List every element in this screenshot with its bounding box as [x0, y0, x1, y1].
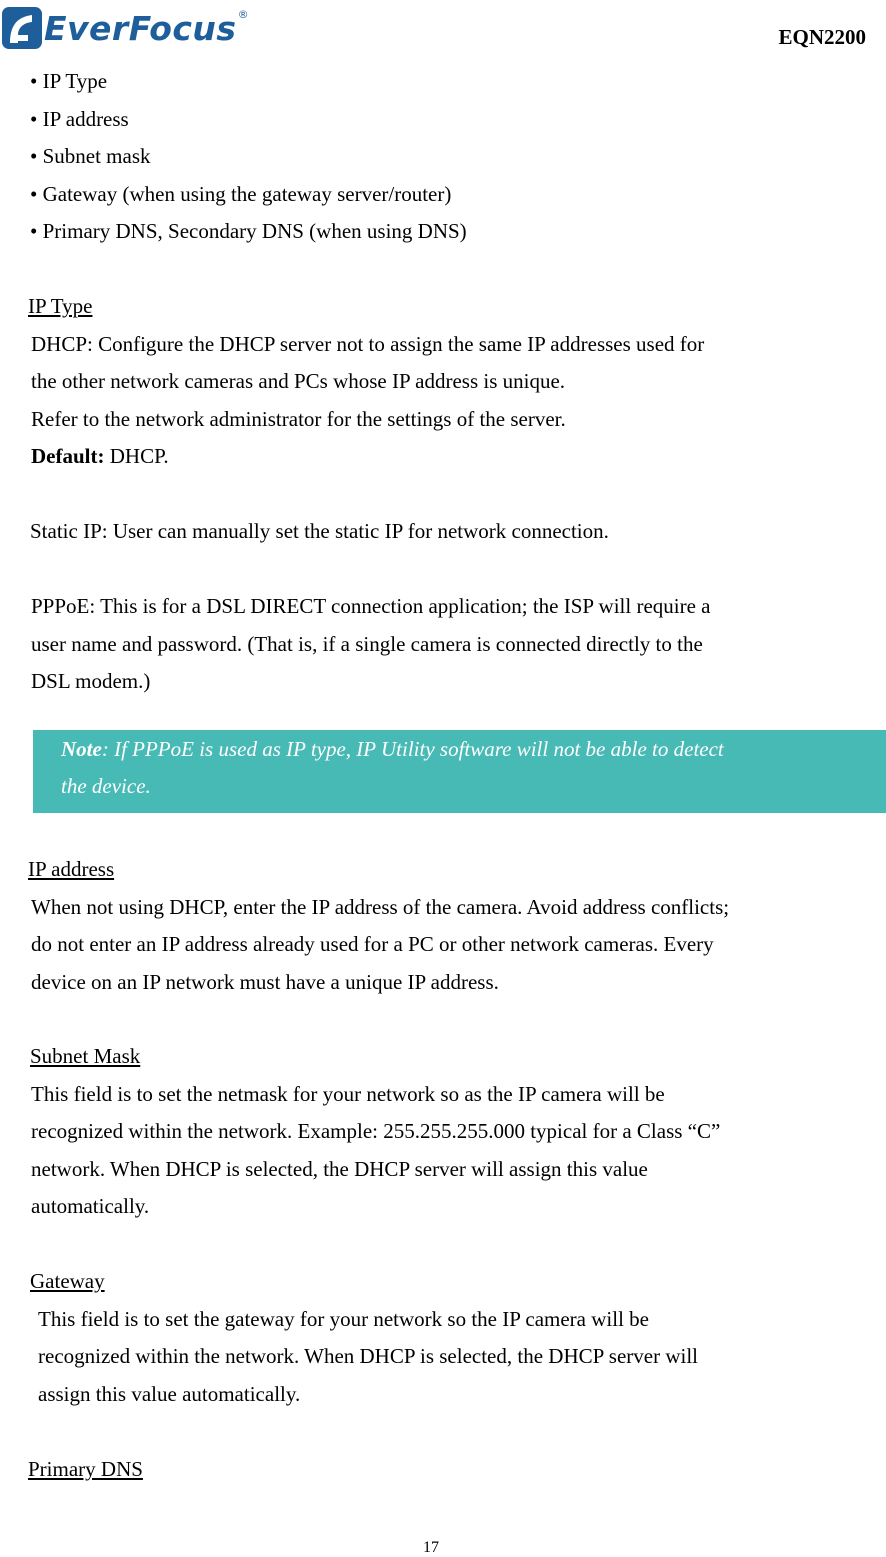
- bullet-item: • Subnet mask: [30, 144, 151, 168]
- bullet-item: • Primary DNS, Secondary DNS (when using DNS): [30, 219, 467, 243]
- dhcp-text-line: DHCP: Configure the DHCP server not to assign the same IP addresses used for: [31, 332, 705, 356]
- default-label: Default:: [31, 444, 105, 468]
- bullet-item: • IP Type: [30, 69, 108, 93]
- ip-address-heading: IP address: [28, 857, 115, 881]
- subnet-mask-text-line: automatically.: [31, 1194, 150, 1218]
- pppoe-text-line: DSL modem.): [31, 669, 151, 693]
- note-box: [33, 730, 886, 813]
- model-number: EQN2200: [778, 25, 866, 49]
- registered-mark: ®: [237, 7, 249, 21]
- ip-address-text-line: When not using DHCP, enter the IP address of the camera. Avoid address conflicts;: [31, 895, 730, 919]
- brand-name: EverFocus: [44, 8, 237, 48]
- gateway-text-line: This field is to set the gateway for your network so the IP camera will be: [38, 1307, 649, 1331]
- note-text: : If PPPoE is used as IP type, IP Utility software will not be able to detect: [101, 737, 724, 761]
- dhcp-text-line: Refer to the network administrator for the settings of the server.: [31, 407, 566, 431]
- gateway-heading: Gateway: [30, 1269, 105, 1293]
- subnet-mask-text-line: recognized within the network. Example: 255.255.255.000 typical for a Class “C”: [31, 1119, 721, 1143]
- note-line-2: the device.: [61, 774, 151, 798]
- gateway-text-line: assign this value automatically.: [38, 1382, 301, 1406]
- note-label: Note: [61, 737, 102, 761]
- dhcp-text-line: the other network cameras and PCs whose IP address is unique.: [31, 369, 566, 393]
- subnet-mask-text-line: This field is to set the netmask for your network so as the IP camera will be: [31, 1082, 665, 1106]
- default-value: DHCP.: [104, 444, 169, 468]
- ip-address-text-line: device on an IP network must have a unique IP address.: [31, 970, 499, 994]
- subnet-mask-text-line: network. When DHCP is selected, the DHCP server will assign this value: [31, 1157, 648, 1181]
- page-number: 17: [423, 1539, 439, 1556]
- pppoe-text-line: user name and password. (That is, if a single camera is connected directly to the: [31, 632, 703, 656]
- gateway-text-line: recognized within the network. When DHCP is selected, the DHCP server will: [38, 1344, 698, 1368]
- bullet-item: • IP address: [30, 107, 129, 131]
- subnet-mask-heading: Subnet Mask: [30, 1044, 141, 1068]
- ip-type-heading: IP Type: [28, 294, 93, 318]
- everfocus-logo-icon: [2, 7, 42, 49]
- static-ip-text: Static IP: User can manually set the static IP for network connection.: [30, 519, 609, 543]
- note-line-1: [61, 739, 724, 760]
- default-setting: [31, 446, 169, 467]
- primary-dns-heading: Primary DNS: [28, 1457, 143, 1481]
- ip-address-text-line: do not enter an IP address already used for a PC or other network cameras. Every: [31, 932, 714, 956]
- bullet-item: • Gateway (when using the gateway server/router): [30, 182, 452, 206]
- everfocus-logo: [2, 6, 249, 50]
- pppoe-text-line: PPPoE: This is for a DSL DIRECT connection application; the ISP will require a: [31, 594, 711, 618]
